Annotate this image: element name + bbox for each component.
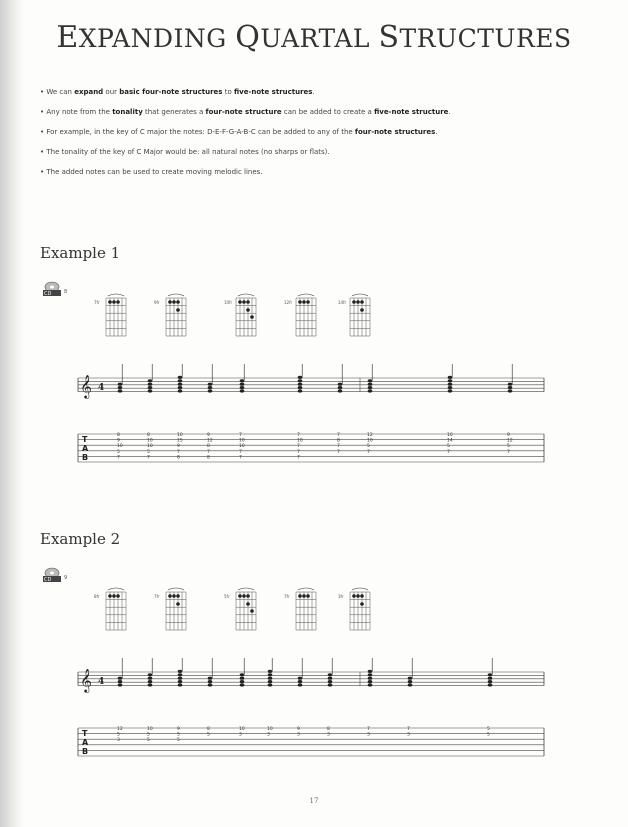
chord-dot xyxy=(108,300,112,304)
tab-fret-number: 9 xyxy=(117,438,120,444)
tab-fret-number: 7 xyxy=(407,727,410,732)
note-head xyxy=(448,379,453,382)
note-head xyxy=(240,680,245,683)
note-head xyxy=(240,379,245,382)
note-head xyxy=(148,683,153,686)
bullet-dot-icon: • xyxy=(40,148,47,156)
chord-diagram xyxy=(338,588,370,630)
note-head xyxy=(178,376,183,379)
tab-fret-number: 3 xyxy=(117,738,120,744)
note-head xyxy=(368,677,373,680)
tab-clef-letter: B xyxy=(82,747,89,756)
tab-fret-number: 9 xyxy=(177,727,180,732)
note-head xyxy=(148,379,153,382)
tab-fret-number: 12 xyxy=(367,433,373,438)
note-head xyxy=(240,677,245,680)
tab-fret-number: 8 xyxy=(147,433,150,438)
chord-barre xyxy=(298,294,314,296)
chord-dot xyxy=(242,300,246,304)
tab-fret-number: 10 xyxy=(239,438,245,444)
chord-dot xyxy=(298,300,302,304)
chord-diagram xyxy=(94,588,126,630)
note-head xyxy=(328,673,333,676)
tab-fret-number: 8 xyxy=(337,438,340,444)
chord-barre xyxy=(352,588,368,590)
treble-clef-icon: 𝄞 xyxy=(80,668,92,692)
chord-dot xyxy=(302,300,306,304)
chord-dot xyxy=(238,300,242,304)
note-head xyxy=(298,379,303,382)
note-head xyxy=(488,683,493,686)
tab-fret-number: 14 xyxy=(447,438,453,444)
tab-clef-letter: T xyxy=(82,729,88,738)
chord-diagram xyxy=(154,294,186,336)
note-head xyxy=(240,386,245,389)
bullet-dot-icon: • xyxy=(40,88,47,96)
tab-fret-number: 10 xyxy=(147,438,153,444)
bullet-text: Any note from the xyxy=(46,108,113,116)
tab-fret-number: 10 xyxy=(147,444,153,450)
note-head xyxy=(368,670,373,673)
tab-fret-number: 3 xyxy=(407,732,410,738)
chord-dot xyxy=(246,300,250,304)
bullet-item xyxy=(40,128,600,148)
note-head xyxy=(178,677,183,680)
note-head xyxy=(118,683,123,686)
example-2-notation xyxy=(70,582,550,774)
chord-dot xyxy=(176,602,180,606)
note-head xyxy=(178,389,183,392)
chord-dot xyxy=(250,609,254,613)
note-head xyxy=(208,386,213,389)
tab-fret-number: 5 xyxy=(147,732,150,738)
note-head xyxy=(408,683,413,686)
note-head xyxy=(178,683,183,686)
bullet-text: The added notes can be used to create moving melodic lines. xyxy=(46,168,263,176)
note-head xyxy=(178,680,183,683)
bullet-text: . xyxy=(448,108,451,116)
tab-fret-number: 10 xyxy=(367,438,373,444)
chord-fret-label: 3fr xyxy=(338,594,344,599)
note-head xyxy=(338,386,343,389)
tab-fret-number: 5 xyxy=(447,444,450,450)
tab-fret-number: 15 xyxy=(177,438,183,444)
chord-fret-label: 10fr xyxy=(224,300,233,305)
bullet-dot-icon: • xyxy=(40,128,47,136)
bullet-text-bold: five-note structures xyxy=(233,88,313,96)
tab-fret-number: 7 xyxy=(297,444,300,450)
tab-fret-number: 10 xyxy=(297,438,303,444)
chord-dot xyxy=(242,594,246,598)
chord-dot xyxy=(168,594,172,598)
bullet-text: For example, in the key of C major the notes: D-E-F-G-A-B-C can be added to any of the xyxy=(46,128,355,136)
note-head xyxy=(118,383,123,386)
chord-dot xyxy=(306,594,310,598)
note-head xyxy=(448,383,453,386)
tab-fret-number: 9 xyxy=(297,727,300,732)
note-head xyxy=(240,383,245,386)
note-head xyxy=(508,386,513,389)
tab-fret-number: 7 xyxy=(367,727,370,732)
chord-dot xyxy=(116,594,120,598)
tab-fret-number: 5 xyxy=(487,732,490,738)
note-head xyxy=(448,389,453,392)
tab-fret-number: 10 xyxy=(267,727,273,732)
bullet-dot-icon: • xyxy=(40,108,47,116)
tab-fret-number: 7 xyxy=(239,433,242,438)
note-head xyxy=(148,383,153,386)
note-head xyxy=(178,386,183,389)
note-head xyxy=(298,376,303,379)
chord-diagram xyxy=(94,294,126,336)
note-head xyxy=(488,677,493,680)
chord-dot xyxy=(360,308,364,312)
tab-fret-number: 7 xyxy=(337,433,340,438)
bullet-text-bold: basic four-note structures xyxy=(119,88,223,96)
note-head xyxy=(148,677,153,680)
note-head xyxy=(448,376,453,379)
time-signature: 4 xyxy=(98,677,105,687)
cd-track-icon xyxy=(40,565,74,585)
bullet-text: . xyxy=(312,88,315,96)
chord-diagram xyxy=(284,588,316,630)
chord-fret-label: 8fr xyxy=(94,594,100,599)
chord-dot xyxy=(360,300,364,304)
note-head xyxy=(178,670,183,673)
bullet-text: our xyxy=(103,88,120,96)
chord-barre xyxy=(352,294,368,296)
note-head xyxy=(178,673,183,676)
bullet-text: The tonality of the key of C Major would be: all natural notes (no sharps or flats). xyxy=(46,148,330,156)
bullet-item xyxy=(40,168,600,188)
cd-track-number: 8 xyxy=(64,289,68,295)
tab-fret-number: 7 xyxy=(337,449,340,455)
chord-dot xyxy=(168,300,172,304)
tab-clef-letter: A xyxy=(82,444,89,453)
tab-fret-number: 5 xyxy=(147,738,150,744)
tab-fret-number: 9 xyxy=(507,433,510,438)
note-head xyxy=(338,383,343,386)
tab-fret-number: 5 xyxy=(117,449,120,455)
cd-label: CD xyxy=(44,577,52,583)
note-head xyxy=(148,389,153,392)
bullet-text-bold: four-note structures xyxy=(354,128,436,136)
chord-barre xyxy=(168,294,184,296)
chord-dot xyxy=(172,594,176,598)
tab-fret-number: 12 xyxy=(207,438,213,444)
note-head xyxy=(298,383,303,386)
cd-label: CD xyxy=(44,291,52,297)
chord-dot xyxy=(172,300,176,304)
note-head xyxy=(148,680,153,683)
chord-fret-label: 7fr xyxy=(284,594,290,599)
tab-fret-number: 3 xyxy=(367,732,370,738)
note-head xyxy=(208,680,213,683)
chord-dot xyxy=(298,594,302,598)
chord-dot xyxy=(246,602,250,606)
tab-fret-number: 10 xyxy=(117,444,123,450)
bullet-text-bold: five-note structure xyxy=(374,108,449,116)
chord-diagram xyxy=(338,294,370,336)
note-head xyxy=(368,379,373,382)
example-2-title: Example 2 xyxy=(40,530,121,548)
chord-dot xyxy=(176,594,180,598)
note-head xyxy=(240,389,245,392)
tab-fret-number: 7 xyxy=(207,449,210,455)
tab-fret-number: 5 xyxy=(147,449,150,455)
tab-fret-number: 9 xyxy=(177,444,180,450)
note-head xyxy=(148,386,153,389)
bullet-text: We can xyxy=(46,88,75,96)
note-head xyxy=(208,389,213,392)
note-head xyxy=(368,386,373,389)
chord-barre xyxy=(298,588,314,590)
bullet-item xyxy=(40,148,600,168)
tab-fret-number: 8 xyxy=(177,455,180,461)
note-head xyxy=(448,386,453,389)
note-head xyxy=(328,683,333,686)
note-head xyxy=(368,680,373,683)
chord-dot xyxy=(302,594,306,598)
note-head xyxy=(368,673,373,676)
tab-fret-number: 7 xyxy=(297,455,300,461)
bullet-list xyxy=(40,88,600,188)
chord-dot xyxy=(352,594,356,598)
tab-fret-number: 5 xyxy=(177,738,180,744)
chord-dot xyxy=(356,300,360,304)
chord-dot xyxy=(360,594,364,598)
tab-fret-number: 10 xyxy=(447,433,453,438)
note-head xyxy=(268,677,273,680)
chord-dot xyxy=(176,300,180,304)
chord-diagram xyxy=(284,294,316,336)
chord-dot xyxy=(246,308,250,312)
treble-clef-icon: 𝄞 xyxy=(80,374,92,398)
tab-fret-number: 5 xyxy=(487,727,490,732)
chord-dot xyxy=(360,602,364,606)
note-head xyxy=(508,389,513,392)
bullet-dot-icon: • xyxy=(40,168,47,176)
tab-fret-number: 7 xyxy=(297,433,300,438)
note-head xyxy=(148,673,153,676)
chord-dot xyxy=(250,315,254,319)
note-head xyxy=(240,683,245,686)
chord-dot xyxy=(176,308,180,312)
tab-fret-number: 7 xyxy=(447,449,450,455)
chord-fret-label: 14fr xyxy=(338,300,347,305)
note-head xyxy=(338,389,343,392)
note-head xyxy=(298,386,303,389)
chord-dot xyxy=(306,300,310,304)
page-number: 17 xyxy=(309,797,319,805)
tab-clef-letter: T xyxy=(82,435,88,444)
bullet-text-bold: expand xyxy=(74,88,104,96)
tab-fret-number: 3 xyxy=(267,732,270,738)
tab-fret-number: 7 xyxy=(337,444,340,450)
tab-fret-number: 12 xyxy=(117,727,123,732)
bullet-item xyxy=(40,88,600,108)
note-head xyxy=(118,389,123,392)
tab-fret-number: 7 xyxy=(239,449,242,455)
tab-fret-number: 9 xyxy=(207,433,210,438)
note-head xyxy=(328,680,333,683)
note-head xyxy=(298,683,303,686)
note-head xyxy=(298,677,303,680)
chord-fret-label: 7fr xyxy=(154,594,160,599)
note-head xyxy=(240,673,245,676)
tab-fret-number: 3 xyxy=(297,732,300,738)
note-head xyxy=(508,383,513,386)
tab-clef-letter: B xyxy=(82,453,89,462)
note-head xyxy=(368,389,373,392)
tab-fret-number: 7 xyxy=(117,455,120,461)
tab-fret-number: 7 xyxy=(297,449,300,455)
chord-barre xyxy=(238,588,254,590)
example-1-notation xyxy=(70,288,550,480)
example-1-title: Example 1 xyxy=(40,244,121,262)
tab-fret-number: 5 xyxy=(177,732,180,738)
chord-dot xyxy=(116,300,120,304)
chord-dot xyxy=(108,594,112,598)
note-head xyxy=(268,673,273,676)
note-head xyxy=(268,680,273,683)
bullet-text-bold: four-note structure xyxy=(205,108,282,116)
note-head xyxy=(118,677,123,680)
chord-diagram xyxy=(224,294,256,336)
note-head xyxy=(268,683,273,686)
page-title: EXPANDING QUARTAL STRUCTURES xyxy=(56,20,572,55)
chord-barre xyxy=(108,588,124,590)
tab-clef-letter: A xyxy=(82,738,89,747)
tab-fret-number: 10 xyxy=(177,433,183,438)
tab-fret-number: 7 xyxy=(177,449,180,455)
bullet-text-bold: tonality xyxy=(112,108,143,116)
cd-track-icon xyxy=(40,279,74,299)
note-head xyxy=(408,680,413,683)
tab-fret-number: 10 xyxy=(239,727,245,732)
chord-dot xyxy=(112,300,116,304)
chord-barre xyxy=(108,294,124,296)
tab-fret-number: 7 xyxy=(147,455,150,461)
tab-fret-number: 5 xyxy=(207,732,210,738)
chord-dot xyxy=(356,594,360,598)
chord-fret-label: 9fr xyxy=(154,300,160,305)
bullet-item xyxy=(40,108,600,128)
tab-fret-number: 8 xyxy=(207,455,210,461)
note-head xyxy=(488,673,493,676)
bullet-text: to xyxy=(222,88,234,96)
tab-fret-number: 5 xyxy=(507,444,510,450)
tab-fret-number: 12 xyxy=(507,438,513,444)
note-head xyxy=(118,680,123,683)
tab-fret-number: 5 xyxy=(367,444,370,450)
chord-dot xyxy=(352,300,356,304)
chord-fret-label: 12fr xyxy=(284,300,293,305)
note-head xyxy=(178,383,183,386)
tab-fret-number: 7 xyxy=(507,449,510,455)
chord-fret-label: 5fr xyxy=(224,594,230,599)
chord-fret-label: 7fr xyxy=(94,300,100,305)
note-head xyxy=(408,677,413,680)
note-head xyxy=(208,383,213,386)
note-head xyxy=(488,680,493,683)
tab-fret-number: 10 xyxy=(239,444,245,450)
chord-dot xyxy=(238,594,242,598)
bullet-text: . xyxy=(435,128,438,136)
tab-fret-number: 7 xyxy=(367,449,370,455)
note-head xyxy=(368,383,373,386)
chord-barre xyxy=(168,588,184,590)
page-binding-shadow xyxy=(0,0,24,827)
tab-fret-number: 3 xyxy=(327,732,330,738)
tab-fret-number: 10 xyxy=(147,727,153,732)
tab-fret-number: 8 xyxy=(207,444,210,450)
chord-dot xyxy=(112,594,116,598)
time-signature: 4 xyxy=(98,383,105,393)
note-head xyxy=(298,389,303,392)
tab-fret-number: 3 xyxy=(239,732,242,738)
note-head xyxy=(178,379,183,382)
tab-fret-number: 8 xyxy=(327,727,330,732)
note-head xyxy=(208,677,213,680)
bullet-text: can be added to create a xyxy=(281,108,375,116)
tab-fret-number: 8 xyxy=(117,433,120,438)
note-head xyxy=(328,677,333,680)
tab-fret-number: 5 xyxy=(117,732,120,738)
cd-track-number: 9 xyxy=(64,575,68,581)
chord-dot xyxy=(246,594,250,598)
bullet-text: that generates a xyxy=(142,108,206,116)
note-head xyxy=(298,680,303,683)
note-head xyxy=(208,683,213,686)
note-head xyxy=(368,683,373,686)
chord-barre xyxy=(238,294,254,296)
tab-fret-number: 7 xyxy=(239,455,242,461)
chord-diagram xyxy=(154,588,186,630)
note-head xyxy=(118,386,123,389)
note-head xyxy=(268,670,273,673)
tab-fret-number: 8 xyxy=(207,727,210,732)
chord-diagram xyxy=(224,588,256,630)
